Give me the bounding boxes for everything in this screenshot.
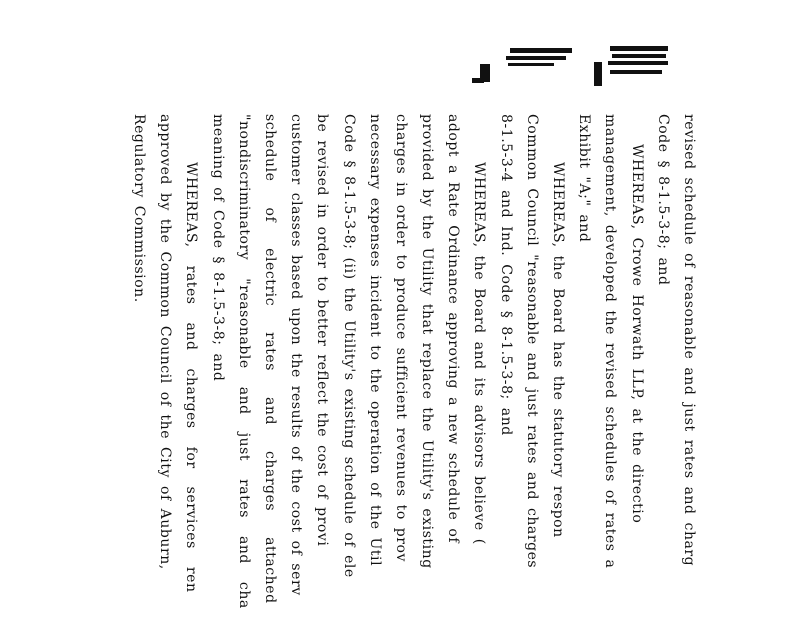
text-line: necessary expenses incident to the operation of the Util: [366, 114, 383, 567]
text-line: Code § 8-1.5-3-8; (ii) the Utility's existing schedule of ele: [340, 114, 357, 578]
text-line: charges in order to produce sufficient revenues to prov: [392, 114, 409, 562]
text-line: provided by the Utility that replace the Utility's existing: [419, 114, 436, 569]
text-line: WHEREAS, the Board has the statutory respon: [550, 162, 567, 538]
text-line: "nondiscriminatory "reasonable and just rates and cha: [235, 114, 252, 609]
text-line: customer classes based upon the results of the cost of serv: [288, 114, 305, 596]
text-line: be revised in order to better reflect the cost of provi: [314, 114, 331, 547]
text-line: revised schedule of reasonable and just rates and charg: [681, 114, 697, 567]
text-line: Regulatory Commission.: [131, 114, 148, 303]
rotated-text-block: [126, 114, 702, 618]
text-line: Common Council "reasonable and just rates and charges: [523, 114, 540, 569]
text-line: Exhibit "A;" and: [576, 114, 593, 243]
text-line: schedule of electric rates and charges attached: [262, 114, 278, 604]
text-line: approved by the Common Council of the City of Auburn,: [157, 114, 174, 570]
text-line: 8-1.5-3-4 and Ind. Code § 8-1.5-3-8; and: [497, 114, 514, 436]
text-line: meaning of Code § 8-1.5-3-8; and: [209, 114, 226, 382]
text-line: WHEREAS, rates and charges for services ren: [183, 162, 200, 593]
text-line: Code § 8-1.5-3-8; and: [654, 114, 671, 286]
text-line: adopt a Rate Ordinance approving a new schedule of: [445, 114, 462, 544]
text-line: WHEREAS, the Board and its advisors believe (: [471, 162, 488, 545]
text-line: management, developed the revised schedules of rates a: [602, 114, 619, 569]
header-redaction-marks: [470, 40, 680, 86]
text-line: WHEREAS, Crowe Horwath LLP, at the directio: [628, 144, 645, 524]
